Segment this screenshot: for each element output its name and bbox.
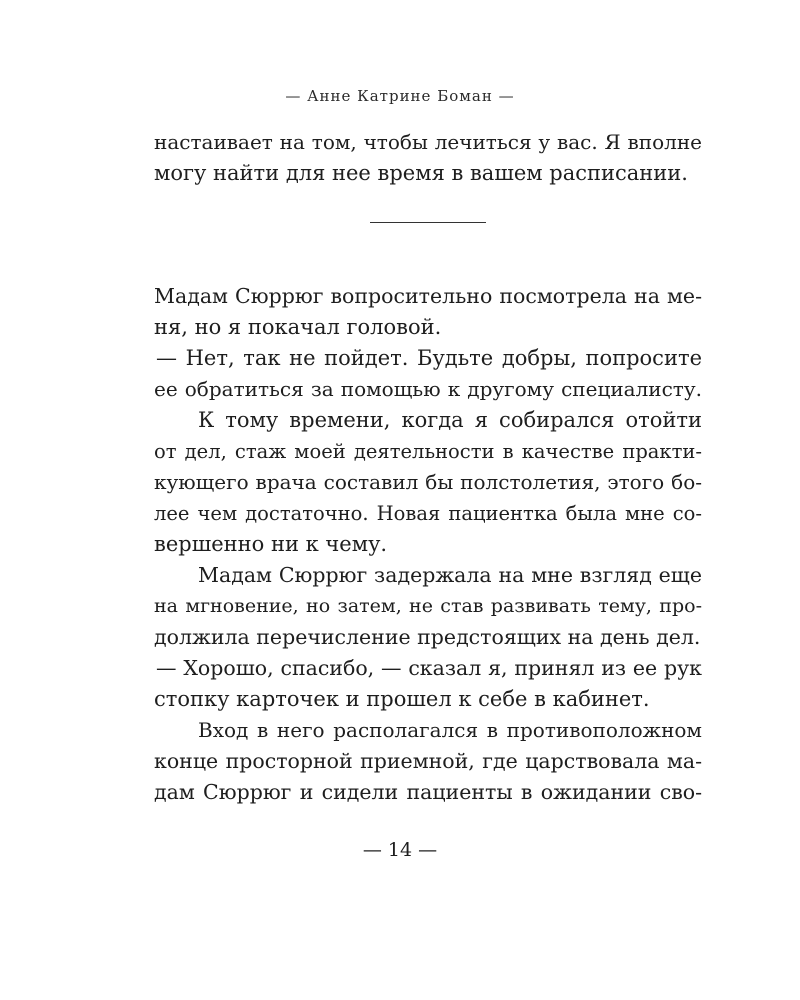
text-line: конце просторной приемной, где царствовала ма- [154,749,702,773]
text-line: Мадам Сюррюг вопросительно посмотрела на ме- [154,284,702,308]
text-line: ня, но я покачал головой. [154,315,442,339]
page-number: — 14 — [362,839,438,861]
text-line: вершенно ни к чему. [154,532,388,556]
text-line: стопку карточек и прошел к себе в кабинет. [154,687,650,711]
text-line: ее обратиться за помощью к другому специалисту. [154,377,702,401]
text-line: лее чем достаточно. Новая пациентка была мне со- [154,502,702,525]
paragraph-start-line: К тому времени, когда я собирался отойти [198,408,702,432]
paragraph-start-line: Вход в него располагался в противоположном [198,718,702,742]
text-line: настаивает на том, чтобы лечиться у вас. Я вполне [154,130,702,154]
text-block-top [154,127,702,189]
text-line: кующего врача составил бы полстолетия, этого бо- [154,470,702,494]
dialogue-line: — Нет, так не пойдет. Будьте добры, попросите [156,346,702,370]
running-header: — Анне Катрине Боман — [285,87,515,105]
text-line: на мгновение, но затем, не став развивать тему, про- [154,595,702,617]
section-divider [370,222,486,223]
paragraph-start-line: Мадам Сюррюг задержала на мне взгляд еще [198,563,702,587]
text-line: могу найти для нее время в вашем расписании. [154,161,688,185]
text-line: от дел, стаж моей деятельности в качестве практи- [154,440,702,463]
text-line: дам Сюррюг и сидели пациенты в ожидании сво- [154,780,702,804]
text-line: должила перечисление предстоящих на день дел. [154,625,701,649]
dialogue-line: — Хорошо, спасибо, — сказал я, принял из ее рук [156,656,702,680]
text-block-main [154,281,702,808]
